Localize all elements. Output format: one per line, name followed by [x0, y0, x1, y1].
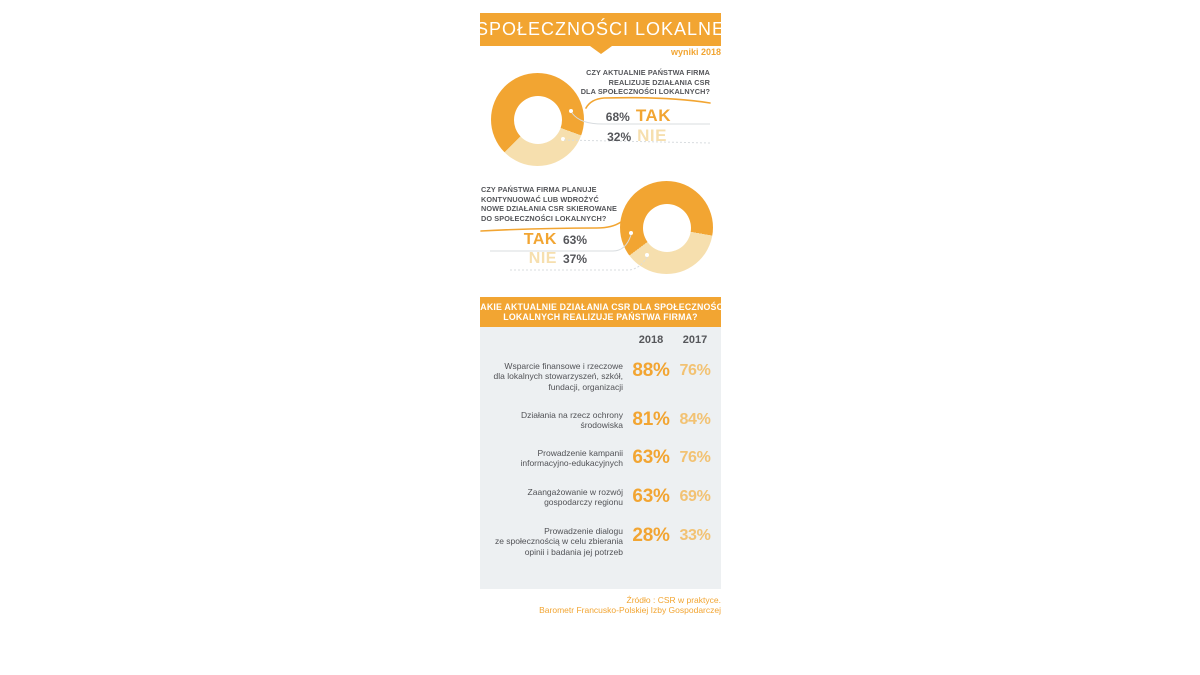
value-2018: 63% — [632, 486, 670, 507]
table-row — [480, 487, 721, 508]
row-label: Prowadzenie dialogu ze społecznością w celu zbierania opinii i badania jej potrzeb — [494, 526, 623, 557]
page-title: SPOŁECZNOŚCI LOKALNE — [475, 19, 726, 39]
question-line: CZY AKTUALNIE PAŃSTWA FIRMA — [586, 68, 710, 77]
answer-row-nie-1 — [480, 126, 667, 146]
results-year-label: wyniki 2018 — [670, 47, 721, 57]
answer-row-tak-1 — [480, 106, 671, 126]
question-line: KONTYNUOWAĆ LUB WDROŻYĆ — [481, 194, 599, 204]
answer-percent: 68% — [605, 110, 630, 124]
question-line: REALIZUJE DZIAŁANIA CSR — [608, 77, 710, 87]
answer-percent: 63% — [562, 233, 587, 247]
value-2017: 33% — [679, 527, 711, 544]
table-column-headers — [628, 334, 716, 346]
column-header-2018: 2018 — [638, 334, 664, 346]
row-label: Prowadzenie kampanii informacyjno-edukacyjnych — [520, 448, 623, 469]
question-line: DO SPOŁECZNOŚCI LOKALNYCH? — [481, 213, 607, 223]
value-2017: 69% — [679, 488, 711, 505]
table-row — [480, 448, 721, 469]
answer-row-nie-2 — [480, 250, 587, 268]
value-2018: 63% — [632, 447, 670, 468]
row-label: Działania na rzecz ochrony środowiska — [520, 410, 623, 431]
answer-word-nie: NIE — [637, 126, 667, 145]
value-2017: 84% — [679, 411, 711, 428]
answer-word-nie: NIE — [528, 250, 557, 267]
value-2017: 76% — [679, 362, 711, 379]
question-line: NOWE DZIAŁANIA CSR SKIEROWANE — [481, 204, 617, 214]
row-label: Zaangażowanie w rozwój gospodarczy regionu — [527, 487, 623, 508]
value-2018: 88% — [632, 360, 670, 381]
section-title-line: LOKALNYCH REALIZUJE PAŃSTWA FIRMA? — [503, 312, 698, 322]
source-note — [480, 596, 721, 615]
table-row — [480, 361, 721, 392]
question-line: DLA SPOŁECZNOŚCI LOKALNYCH? — [580, 87, 710, 97]
question-planned-csr — [481, 185, 651, 223]
answer-percent: 32% — [607, 130, 632, 144]
column-header-2017: 2017 — [682, 334, 708, 346]
value-2018: 81% — [632, 409, 670, 430]
table-row — [480, 526, 721, 557]
answer-word-tak: TAK — [635, 106, 671, 125]
question-current-csr — [520, 68, 710, 97]
answer-word-tak: TAK — [523, 231, 557, 248]
table-row — [480, 410, 721, 431]
section-title-bar — [475, 297, 726, 327]
answer-percent: 37% — [562, 252, 587, 266]
value-2017: 76% — [679, 449, 711, 466]
row-label: Wsparcie finansowe i rzeczowe dla lokalnych stowarzyszeń, szkół, fundacji, organizacji — [493, 361, 623, 392]
results-table-panel — [480, 327, 721, 589]
value-2018: 28% — [632, 525, 670, 546]
question-line: CZY PAŃSTWA FIRMA PLANUJE — [481, 185, 597, 194]
section-title-line: JAKIE AKTUALNIE DZIAŁANIA CSR DLA SPOŁECZNOŚCI — [475, 302, 726, 312]
source-line: Barometr Francusko-Polskiej Izby Gospodarczej — [539, 604, 721, 615]
header-banner — [475, 13, 726, 46]
source-line: Źródło : CSR w praktyce. — [626, 595, 721, 605]
answer-row-tak-2 — [480, 231, 587, 249]
